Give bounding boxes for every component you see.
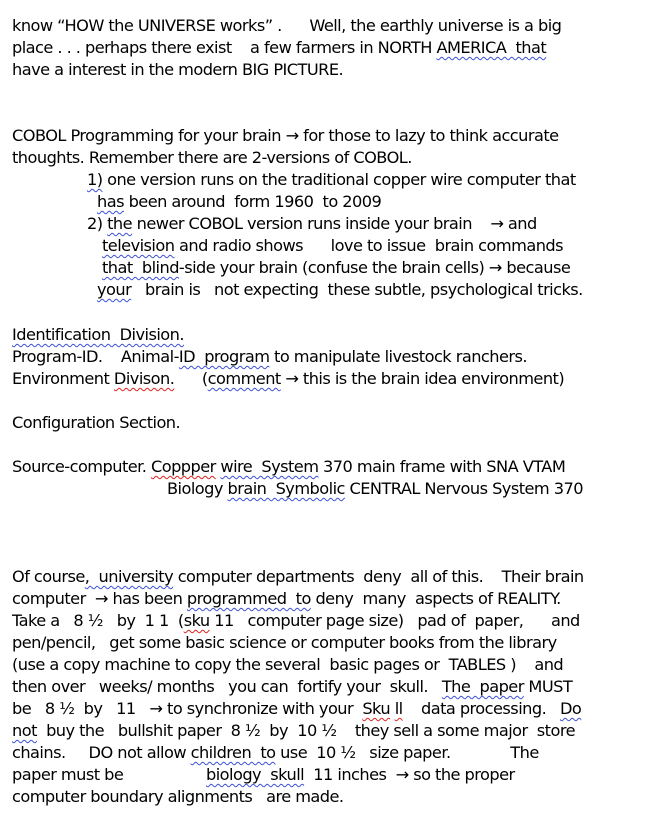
text-span: ( bbox=[174, 369, 208, 388]
text-span: CENTRAL Nervous System 370 bbox=[344, 479, 583, 498]
text-span: 11 inches → so the proper bbox=[304, 765, 515, 784]
spelling-flag[interactable]: Sku bbox=[362, 699, 391, 718]
paragraph-1-line-1: know “HOW the UNIVERSE works” . Well, the earthly universe is a big bbox=[12, 16, 562, 35]
list-item-2-line-2 bbox=[102, 235, 563, 257]
grammar-flag[interactable]: 1) bbox=[87, 170, 103, 189]
paragraph-2-line-1: COBOL Programming for your brain → for those to lazy to think accurate bbox=[12, 126, 559, 145]
paragraph-3-line-4: pen/pencil, get some basic science or computer books from the library bbox=[12, 633, 557, 652]
text-span: Source-computer. bbox=[12, 457, 151, 476]
paragraph-3-line-10 bbox=[12, 764, 515, 786]
grammar-flag[interactable]: The paper bbox=[441, 677, 524, 696]
list-item-1-line-2 bbox=[97, 191, 381, 213]
text-span: newer COBOL version runs inside your brain → and bbox=[132, 214, 537, 233]
grammar-flag[interactable]: AMERICA that bbox=[436, 38, 547, 57]
text-span: 11 computer page size) pad of paper, and bbox=[209, 611, 580, 630]
paragraph-1-line-3: have a interest in the modern BIG PICTURE. bbox=[12, 60, 344, 79]
text-span: then over weeks/ months you can fortify your skull. bbox=[12, 677, 442, 696]
grammar-flag[interactable]: your bbox=[97, 280, 132, 299]
paragraph-3-line-3 bbox=[12, 610, 580, 632]
program-id-line bbox=[12, 346, 527, 368]
grammar-flag[interactable]: Do bbox=[559, 699, 582, 718]
source-computer-line-2 bbox=[167, 478, 583, 500]
grammar-flag[interactable]: the bbox=[107, 214, 133, 233]
text-span: computer → has been bbox=[12, 589, 187, 608]
spelling-flag[interactable]: Divison. bbox=[113, 369, 175, 388]
text-span: Of course bbox=[12, 567, 85, 586]
source-computer-line-1 bbox=[12, 456, 565, 478]
text-span: Biology bbox=[167, 479, 228, 498]
list-item-2-line-4 bbox=[97, 279, 583, 301]
text-span: Program-ID. Animal- bbox=[12, 347, 179, 366]
list-item-1-line-1 bbox=[87, 169, 576, 191]
list-item-2-line-1 bbox=[87, 213, 537, 235]
text-span: use 10 ½ size paper. The bbox=[275, 743, 539, 762]
paragraph-3-line-7 bbox=[12, 698, 581, 720]
text-span: -side your brain (confuse the brain cells) → because bbox=[178, 258, 571, 277]
grammar-flag[interactable]: programmed to bbox=[186, 589, 311, 608]
text-span: deny many aspects of REALITY. bbox=[310, 589, 561, 608]
paragraph-3-line-2 bbox=[12, 588, 561, 610]
spelling-flag[interactable]: ll bbox=[394, 699, 403, 718]
grammar-flag[interactable]: television bbox=[102, 236, 175, 255]
paragraph-1-line-2 bbox=[12, 37, 546, 59]
grammar-flag[interactable]: Identification Division. bbox=[12, 325, 184, 344]
grammar-flag[interactable]: that blind bbox=[102, 258, 179, 277]
environment-division-line bbox=[12, 368, 564, 390]
paragraph-3-line-1 bbox=[12, 566, 584, 588]
grammar-flag[interactable]: not bbox=[12, 721, 37, 740]
identification-division bbox=[12, 324, 184, 346]
text-span: → this is the brain idea environment) bbox=[280, 369, 565, 388]
paragraph-3-line-5: (use a copy machine to copy the several basic pages or TABLES ) and bbox=[12, 655, 564, 674]
text-span: Take a 8 ½ by 1 1 ( bbox=[12, 611, 184, 630]
grammar-flag[interactable]: has bbox=[97, 192, 124, 211]
text-span: paper must be bbox=[12, 765, 206, 784]
paragraph-2-line-2: thoughts. Remember there are 2-versions of COBOL. bbox=[12, 148, 412, 167]
grammar-flag[interactable]: brain Symbolic bbox=[227, 479, 345, 498]
text-span: data processing. bbox=[402, 699, 560, 718]
paragraph-3-line-9 bbox=[12, 742, 539, 764]
text-span: been around form 1960 to 2009 bbox=[123, 192, 382, 211]
text-span: 370 main frame with SNA VTAM bbox=[318, 457, 566, 476]
text-span: buy the bullshit paper 8 ½ by 10 ½ they sell a some major store bbox=[36, 721, 575, 740]
grammar-flag[interactable]: biology skull bbox=[206, 765, 305, 784]
configuration-section: Configuration Section. bbox=[12, 413, 181, 432]
text-span: computer departments deny all of this. Their brain bbox=[173, 567, 584, 586]
grammar-flag[interactable]: , university bbox=[84, 567, 174, 586]
text-span: one version runs on the traditional copper wire computer that bbox=[102, 170, 576, 189]
paragraph-3-line-6 bbox=[12, 676, 572, 698]
grammar-flag[interactable]: children to bbox=[190, 743, 276, 762]
text-span: be 8 ½ by 11 → to synchronize with your bbox=[12, 699, 363, 718]
text-span: brain is not expecting these subtle, psychological tricks. bbox=[131, 280, 583, 299]
paragraph-3-line-11: computer boundary alignments are made. bbox=[12, 787, 344, 806]
grammar-flag[interactable]: ID program bbox=[178, 347, 270, 366]
text-span: 2) bbox=[87, 214, 108, 233]
text-span: Environment bbox=[12, 369, 114, 388]
paragraph-3-line-8 bbox=[12, 720, 575, 742]
text-span: chains. DO not allow bbox=[12, 743, 191, 762]
text-span: and radio shows love to issue brain commands bbox=[174, 236, 564, 255]
grammar-flag[interactable]: comment bbox=[207, 369, 281, 388]
spelling-flag[interactable]: Coppper bbox=[150, 457, 216, 476]
text-span: to manipulate livestock ranchers. bbox=[269, 347, 527, 366]
list-item-2-line-3 bbox=[102, 257, 570, 279]
text-span: place . . . perhaps there exist a few farmers in NORTH bbox=[12, 38, 437, 57]
grammar-flag[interactable]: wire System bbox=[220, 457, 319, 476]
text-span: MUST bbox=[523, 677, 573, 696]
spelling-flag[interactable]: sku bbox=[183, 611, 210, 630]
